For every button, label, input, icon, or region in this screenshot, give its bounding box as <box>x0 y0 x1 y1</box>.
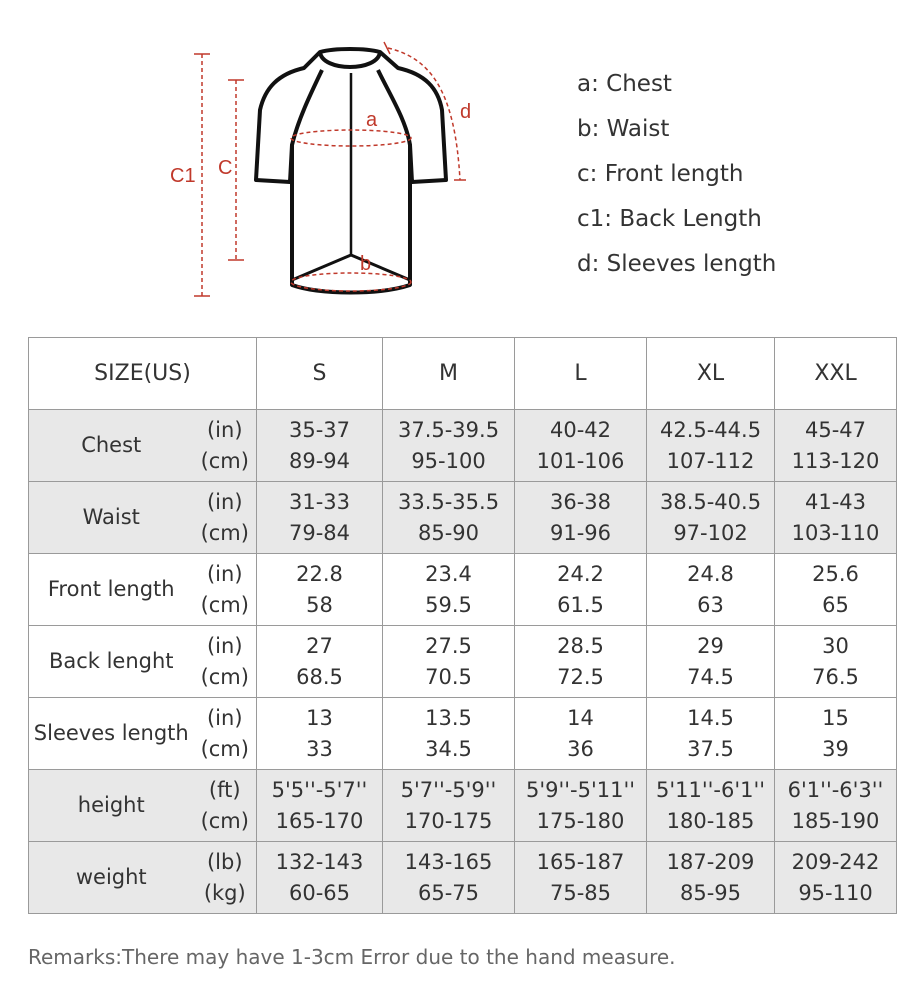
table-row <box>29 770 897 842</box>
cell-value: 72.5 <box>557 664 604 689</box>
table-cell <box>257 770 383 842</box>
cell-value: 76.5 <box>812 664 859 689</box>
size-chart-table <box>28 337 897 914</box>
table-cell <box>775 770 897 842</box>
cell-value: 65 <box>822 592 849 617</box>
cell-value: 40-42 <box>550 417 612 442</box>
cell-value: 61.5 <box>557 592 604 617</box>
cell-value: 31-33 <box>289 489 351 514</box>
table-cell <box>515 698 647 770</box>
cell-value: 39 <box>822 736 849 761</box>
cell-value: 63 <box>697 592 724 617</box>
row-label: Chest <box>29 410 194 482</box>
cell-value: 89-94 <box>289 448 351 473</box>
cell-value: 25.6 <box>812 561 859 586</box>
legend-item: c1: Back Length <box>577 206 762 232</box>
remarks-note: Remarks:There may have 1-3cm Error due to the hand measure. <box>28 945 676 969</box>
cell-value: 101-106 <box>536 448 625 473</box>
cell-value: 132-143 <box>275 849 364 874</box>
jersey-diagram <box>170 40 500 310</box>
unit-label: (lb) <box>206 849 243 874</box>
cell-value: 75-85 <box>550 880 612 905</box>
cell-value: 23.4 <box>425 561 472 586</box>
table-cell <box>257 842 383 914</box>
cell-value: 68.5 <box>296 664 343 689</box>
table-row <box>29 626 897 698</box>
cell-value: 95-110 <box>798 880 873 905</box>
unit-label: (in) <box>206 489 243 514</box>
cell-value: 38.5-40.5 <box>659 489 762 514</box>
row-label: Sleeves length <box>29 698 194 770</box>
label-c1: C1 <box>170 165 196 187</box>
unit-label: (cm) <box>200 736 249 761</box>
cell-value: 33 <box>306 736 333 761</box>
cell-value: 14 <box>567 705 594 730</box>
unit-label: (in) <box>206 633 243 658</box>
cell-value: 36 <box>567 736 594 761</box>
table-row <box>29 410 897 482</box>
table-cell <box>257 482 383 554</box>
table-cell <box>515 842 647 914</box>
table-cell <box>257 410 383 482</box>
cell-value: 60-65 <box>289 880 351 905</box>
table-row <box>29 482 897 554</box>
row-label: height <box>29 770 194 842</box>
legend-item: d: Sleeves length <box>577 251 777 277</box>
label-c: C <box>218 157 233 179</box>
table-cell <box>383 626 515 698</box>
cell-value: 165-170 <box>275 808 364 833</box>
cell-value: 5'5''-5'7'' <box>271 777 368 802</box>
table-row <box>29 842 897 914</box>
unit-label: (cm) <box>200 520 249 545</box>
legend-item: b: Waist <box>577 116 670 142</box>
row-units <box>194 482 257 554</box>
row-units <box>194 698 257 770</box>
cell-value: 29 <box>697 633 724 658</box>
table-cell <box>383 770 515 842</box>
table-header-row <box>29 338 897 410</box>
table-cell <box>775 698 897 770</box>
table-cell <box>257 698 383 770</box>
table-cell <box>515 770 647 842</box>
cell-value: 170-175 <box>404 808 493 833</box>
cell-value: 85-95 <box>680 880 742 905</box>
table-cell <box>647 626 775 698</box>
unit-label: (in) <box>206 417 243 442</box>
cell-value: 103-110 <box>791 520 880 545</box>
table-cell <box>647 410 775 482</box>
cell-value: 6'1''-6'3'' <box>787 777 884 802</box>
row-units <box>194 842 257 914</box>
row-units <box>194 554 257 626</box>
cell-value: 5'11''-6'1'' <box>656 777 766 802</box>
table-row <box>29 698 897 770</box>
table-cell <box>775 554 897 626</box>
cell-value: 24.8 <box>687 561 734 586</box>
unit-label: (kg) <box>203 880 246 905</box>
cell-value: 113-120 <box>791 448 880 473</box>
cell-value: 187-209 <box>666 849 755 874</box>
unit-label: (in) <box>206 705 243 730</box>
size-header: L <box>515 338 647 410</box>
table-cell <box>515 410 647 482</box>
label-b: b <box>360 253 372 275</box>
cell-value: 30 <box>822 633 849 658</box>
cell-value: 70.5 <box>425 664 472 689</box>
cell-value: 58 <box>306 592 333 617</box>
table-cell <box>775 482 897 554</box>
cell-value: 15 <box>822 705 849 730</box>
size-header-label: SIZE(US) <box>29 338 257 410</box>
table-cell <box>383 842 515 914</box>
cell-value: 79-84 <box>289 520 351 545</box>
cell-value: 185-190 <box>791 808 880 833</box>
cell-value: 33.5-35.5 <box>397 489 500 514</box>
cell-value: 5'9''-5'11'' <box>526 777 636 802</box>
table-cell <box>647 554 775 626</box>
cell-value: 5'7''-5'9'' <box>400 777 497 802</box>
cell-value: 28.5 <box>557 633 604 658</box>
table-cell <box>383 554 515 626</box>
size-header: XXL <box>775 338 897 410</box>
row-label: Back lenght <box>29 626 194 698</box>
size-header: XL <box>647 338 775 410</box>
unit-label: (cm) <box>200 448 249 473</box>
cell-value: 45-47 <box>805 417 867 442</box>
table-cell <box>647 698 775 770</box>
label-a: a <box>366 109 378 131</box>
cell-value: 37.5 <box>687 736 734 761</box>
measurement-legend <box>577 62 776 287</box>
cell-value: 143-165 <box>404 849 493 874</box>
table-cell <box>647 482 775 554</box>
table-cell <box>775 842 897 914</box>
cell-value: 27 <box>306 633 333 658</box>
cell-value: 34.5 <box>425 736 472 761</box>
cell-value: 165-187 <box>536 849 625 874</box>
size-header: S <box>257 338 383 410</box>
cell-value: 85-90 <box>418 520 480 545</box>
table-cell <box>383 482 515 554</box>
table-cell <box>775 410 897 482</box>
cell-value: 24.2 <box>557 561 604 586</box>
table-cell <box>383 410 515 482</box>
cell-value: 36-38 <box>550 489 612 514</box>
cell-value: 13 <box>306 705 333 730</box>
label-d: d <box>460 101 472 123</box>
cell-value: 59.5 <box>425 592 472 617</box>
size-header: M <box>383 338 515 410</box>
cell-value: 97-102 <box>673 520 748 545</box>
unit-label: (cm) <box>200 808 249 833</box>
cell-value: 37.5-39.5 <box>397 417 500 442</box>
row-label: weight <box>29 842 194 914</box>
cell-value: 180-185 <box>666 808 755 833</box>
cell-value: 13.5 <box>425 705 472 730</box>
table-cell <box>515 482 647 554</box>
table-cell <box>775 626 897 698</box>
cell-value: 27.5 <box>425 633 472 658</box>
jersey-outline <box>256 49 446 293</box>
table-cell <box>257 554 383 626</box>
legend-item: a: Chest <box>577 71 672 97</box>
cell-value: 95-100 <box>411 448 486 473</box>
unit-label: (in) <box>206 561 243 586</box>
cell-value: 74.5 <box>687 664 734 689</box>
cell-value: 41-43 <box>805 489 867 514</box>
legend-item: c: Front length <box>577 161 744 187</box>
table-cell <box>257 626 383 698</box>
cell-value: 22.8 <box>296 561 343 586</box>
cell-value: 107-112 <box>666 448 755 473</box>
unit-label: (cm) <box>200 664 249 689</box>
cell-value: 91-96 <box>550 520 612 545</box>
row-label: Front length <box>29 554 194 626</box>
row-units <box>194 410 257 482</box>
table-cell <box>515 554 647 626</box>
cell-value: 65-75 <box>418 880 480 905</box>
row-units <box>194 626 257 698</box>
cell-value: 42.5-44.5 <box>659 417 762 442</box>
table-cell <box>515 626 647 698</box>
row-units <box>194 770 257 842</box>
cell-value: 14.5 <box>687 705 734 730</box>
table-cell <box>383 698 515 770</box>
cell-value: 175-180 <box>536 808 625 833</box>
table-cell <box>647 770 775 842</box>
unit-label: (cm) <box>200 592 249 617</box>
table-cell <box>647 842 775 914</box>
table-row <box>29 554 897 626</box>
cell-value: 35-37 <box>289 417 351 442</box>
row-label: Waist <box>29 482 194 554</box>
unit-label: (ft) <box>208 777 241 802</box>
cell-value: 209-242 <box>791 849 880 874</box>
